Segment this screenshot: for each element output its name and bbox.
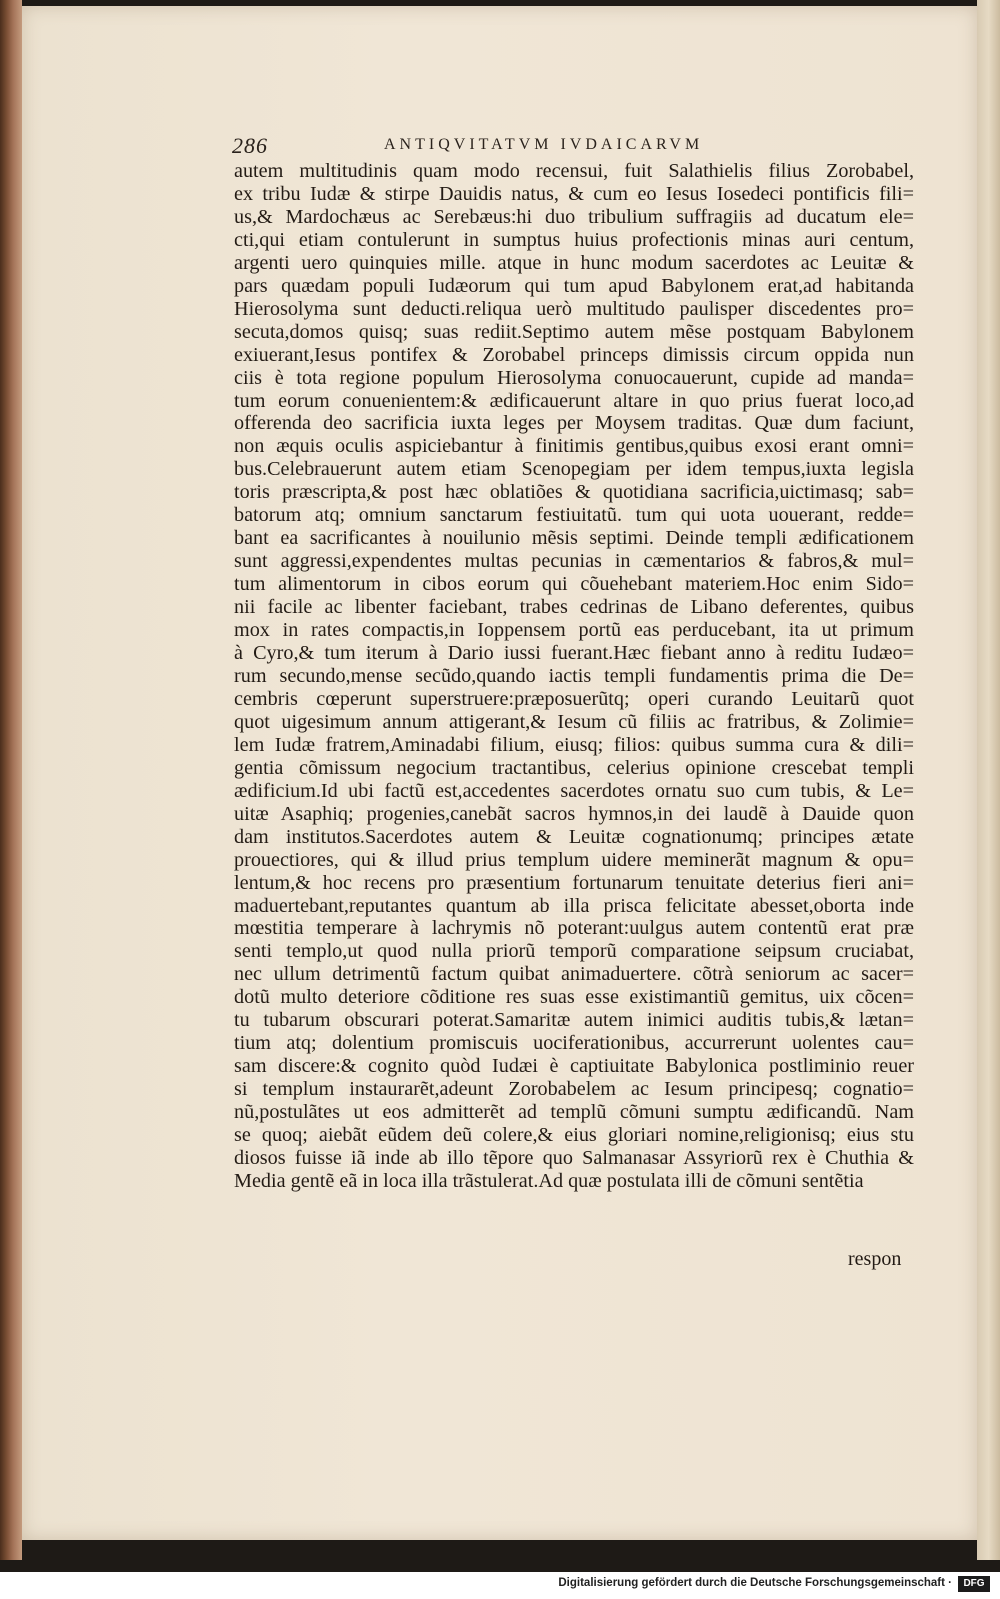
text-line: secuta,domos quisq; suas rediit.Septimo autem mẽse postquam Babylonem: [234, 320, 914, 343]
text-line: autem multitudinis quam modo recensui, fuit Salathielis filius Zorobabel,: [234, 160, 914, 182]
text-line: Hierosolyma sunt deducti.reliqua uerò multitudo paulisper discedentes pro=: [234, 297, 914, 320]
text-line: cti,qui etiam contulerunt in sumptus huius profectionis minas auri centum,: [234, 228, 914, 251]
page-number: 286: [232, 133, 268, 158]
text-line: senti templo,ut quod nulla priorũ temporũ comparatione seipsum cruciabat,: [234, 940, 914, 963]
text-line: si templum instaurarẽt,adeunt Zorobabelem ac Iesum principesq; cognatio=: [234, 1078, 914, 1101]
text-line: maduertebant,reputantes quantum ab illa prisca felicitate abesset,oborta inde: [234, 894, 914, 917]
text-line: ciis è tota regione populum Hierosolyma conuocauerunt, cupide ad manda=: [234, 366, 914, 389]
text-line: batorum atq; omnium sanctarum festiuitatũ. tum qui uota uouerant, redde=: [234, 504, 914, 527]
text-line: toris præscripta,& post hæc oblatiões & quotidiana sacrificia,uictimasq; sab=: [234, 481, 914, 504]
text-line: sunt aggressi,expendentes multas pecunias in cæmentarios & fabros,& mul=: [234, 550, 914, 573]
text-line: mœstitia temperare à lachrymis nõ poterant:uulgus autem contentũ erat præ: [234, 917, 914, 940]
text-line: ædificium.Id ubi factũ est,accedentes sacerdotes ornatu suo cum tubis, & Le=: [234, 779, 914, 802]
page-edges-right: [977, 0, 1000, 1560]
text-line: exiuerant,Iesus pontifex & Zorobabel princeps dimissis circum oppida nun: [234, 343, 914, 366]
page-header: [232, 133, 912, 159]
text-line: se quoq; aiebãt eũdem deũ colere,& eius gloriari nomine,religionisq; eius stu: [234, 1124, 914, 1147]
text-line: argenti uero quinquies mille. atque in hunc modum sacerdotes ac Leuitæ &: [234, 251, 914, 274]
text-line: ex tribu Iudæ & stirpe Dauidis natus, & cum eo Iesus Iosedeci pontificis fili=: [234, 182, 914, 205]
text-line: uitæ Asaphiq; progenies,canebãt sacros hymnos,in dei laudẽ à Dauide quon: [234, 802, 914, 825]
text-line: quot uigesimum annum attigerant,& Iesum cũ filiis ac fratribus, & Zolimie=: [234, 710, 914, 733]
text-line: gentia cõmissum negocium tractantibus, celerius opinione crescebat templi: [234, 756, 914, 779]
catchword: respon: [848, 1248, 902, 1270]
text-line: nũ,postulãtes ut eos admitterẽt ad templũ cõmuni sumptu ædificandũ. Nam: [234, 1101, 914, 1124]
text-line: à Cyro,& tum iterum à Dario iussi fuerant.Hæc fiebant anno à reditu Iudæo=: [234, 642, 914, 665]
dfg-logo: DFG: [958, 1576, 990, 1592]
digitization-credit: Digitalisierung gefördert durch die Deutsche Forschungsgemeinschaft ·: [558, 1577, 952, 1589]
text-line: offerenda deo sacrificia iuxta leges per Moysem traditas. Quæ dum faciunt,: [234, 412, 914, 435]
text-line: bant ea sacrificantes à nouilunio mẽsis septimi. Deinde templi ædificationem: [234, 527, 914, 550]
text-line: lem Iudæ fratrem,Aminadabi filium, eiusq; filios: quibus summa cura & dili=: [234, 733, 914, 756]
text-line: non æquis oculis aspiciebantur à finitimis gentibus,quibus exosi erant omni=: [234, 435, 914, 458]
text-line: lentum,& hoc recens pro præsentium fortunarum tenuitate deterius fieri ani=: [234, 871, 914, 894]
text-line: mox in rates compactis,in Ioppensem portũ eas perducebant, ita ut primum: [234, 619, 914, 642]
text-line: tu tubarum obscurari poterat.Samaritæ autem inimici auditis tubis,& lætan=: [234, 1009, 914, 1032]
running-title: ANTIQVITATVM IVDAICARVM: [384, 136, 704, 153]
text-line: diosos fuisse iã inde ab illo tẽpore quo Salmanasar Assyriorũ rex è Chuthia &: [234, 1146, 914, 1169]
text-line: nii facile ac libenter faciebant, trabes cedrinas de Libano deferentes, quibus: [234, 596, 914, 619]
text-line: Media gentẽ eã in loca illa trãstulerat.Ad quæ postulata illi de cõmuni sentẽtia: [234, 1169, 864, 1192]
text-line: bus.Celebrauerunt autem etiam Scenopegiam per idem tempus,iuxta legisla: [234, 458, 914, 481]
text-line: prouectiores, qui & illud prius templum uidere meminerãt magnum & opu=: [234, 848, 914, 871]
text-line: tum eorum conuenientem:& ædificauerunt altare in quo prius fuerat loco,ad: [234, 389, 914, 412]
text-line: dotũ multo deteriore cõditione res suas esse existimantiũ gemitus, uix cõcen=: [234, 986, 914, 1009]
text-line: tum alimentorum in cibos eorum qui cõuehebant materiem.Hoc enim Sido=: [234, 573, 914, 596]
text-line: cembris cœperunt superstruere:præposuerũtq; operi curando Leuitarũ quot: [234, 687, 914, 710]
text-line: pars quædam populi Iudæorum qui tum apud Babylonem erat,ad habitanda: [234, 274, 914, 297]
text-line: dam institutos.Sacerdotes autem & Leuitæ cognationumq; principes ætate: [234, 825, 914, 848]
footer-bar: [0, 1572, 1000, 1599]
text-line: rum secundo,mense secũdo,quando iactis templi fundamentis prima die De=: [234, 664, 914, 687]
book-spine-edge: [0, 0, 22, 1560]
main-text-block: [234, 160, 914, 1193]
text-line: us,& Mardochæus ac Serebæus:hi duo tribulium suffragiis ad ducatum ele=: [234, 205, 914, 228]
text-line: sam discere:& cognito quòd Iudæi è captiuitate Babylonica postliminio reuer: [234, 1055, 914, 1078]
text-line: nec ullum detrimentũ factum quibat animaduertere. cõtrà seniorum ac sacer=: [234, 963, 914, 986]
text-line: tium atq; dolentium promiscuis uociferationibus, accurrerunt uolentes cau=: [234, 1032, 914, 1055]
